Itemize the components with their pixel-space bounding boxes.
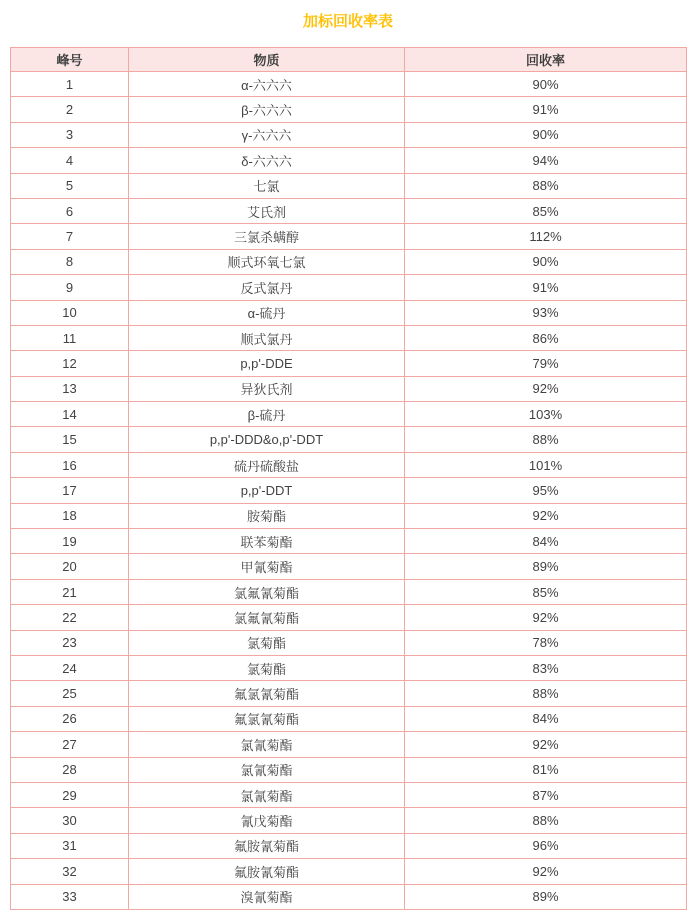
cell-substance: 硫丹硫酸盐 [129,452,405,477]
cell-recovery-rate: 78% [405,630,687,655]
cell-substance: 氟胺氰菊酯 [129,833,405,858]
cell-peak-number: 26 [11,706,129,731]
cell-substance: 氰戊菊酯 [129,808,405,833]
table-row [11,732,687,757]
table-row [11,529,687,554]
cell-recovery-rate: 93% [405,300,687,325]
cell-recovery-rate: 85% [405,198,687,223]
table-body [11,72,687,910]
cell-substance: δ-六六六 [129,148,405,173]
cell-peak-number: 22 [11,605,129,630]
table-row [11,808,687,833]
cell-peak-number: 4 [11,148,129,173]
cell-recovery-rate: 79% [405,351,687,376]
cell-substance: 反式氯丹 [129,275,405,300]
cell-substance: 顺式氯丹 [129,325,405,350]
table-row [11,122,687,147]
cell-peak-number: 17 [11,478,129,503]
cell-peak-number: 10 [11,300,129,325]
cell-substance: p,p'-DDD&o,p'-DDT [129,427,405,452]
cell-substance: 氯菊酯 [129,655,405,680]
cell-recovery-rate: 95% [405,478,687,503]
table-row [11,554,687,579]
cell-peak-number: 11 [11,325,129,350]
table-row [11,148,687,173]
column-header-substance: 物质 [129,48,405,72]
table-row [11,300,687,325]
column-header-recovery-rate: 回收率 [405,48,687,72]
cell-recovery-rate: 90% [405,72,687,97]
cell-peak-number: 33 [11,884,129,909]
table-row [11,249,687,274]
cell-peak-number: 21 [11,579,129,604]
cell-recovery-rate: 83% [405,655,687,680]
cell-substance: 艾氏剂 [129,198,405,223]
cell-recovery-rate: 92% [405,859,687,884]
cell-peak-number: 29 [11,782,129,807]
cell-recovery-rate: 94% [405,148,687,173]
cell-peak-number: 6 [11,198,129,223]
cell-recovery-rate: 85% [405,579,687,604]
cell-recovery-rate: 96% [405,833,687,858]
cell-substance: 七氯 [129,173,405,198]
table-row [11,376,687,401]
table-row [11,402,687,427]
cell-peak-number: 15 [11,427,129,452]
cell-recovery-rate: 89% [405,554,687,579]
table-row [11,275,687,300]
cell-recovery-rate: 90% [405,249,687,274]
cell-recovery-rate: 88% [405,173,687,198]
cell-substance: 联苯菊酯 [129,529,405,554]
cell-peak-number: 16 [11,452,129,477]
cell-substance: β-硫丹 [129,402,405,427]
cell-substance: γ-六六六 [129,122,405,147]
cell-recovery-rate: 89% [405,884,687,909]
cell-recovery-rate: 91% [405,97,687,122]
cell-substance: 氟氯氰菊酯 [129,681,405,706]
cell-substance: 异狄氏剂 [129,376,405,401]
cell-recovery-rate: 92% [405,376,687,401]
cell-peak-number: 13 [11,376,129,401]
table-row [11,884,687,909]
cell-peak-number: 9 [11,275,129,300]
cell-peak-number: 25 [11,681,129,706]
table-row [11,757,687,782]
table-row [11,72,687,97]
cell-peak-number: 14 [11,402,129,427]
cell-peak-number: 5 [11,173,129,198]
cell-peak-number: 2 [11,97,129,122]
cell-recovery-rate: 86% [405,325,687,350]
cell-peak-number: 8 [11,249,129,274]
cell-recovery-rate: 87% [405,782,687,807]
table-row [11,173,687,198]
cell-peak-number: 23 [11,630,129,655]
column-header-peak-number: 峰号 [11,48,129,72]
cell-recovery-rate: 88% [405,808,687,833]
cell-peak-number: 1 [11,72,129,97]
cell-substance: 氟氯氰菊酯 [129,706,405,731]
cell-substance: α-六六六 [129,72,405,97]
cell-peak-number: 7 [11,224,129,249]
cell-substance: 胺菊酯 [129,503,405,528]
table-row [11,198,687,223]
table-row [11,630,687,655]
cell-substance: 氯氰菊酯 [129,757,405,782]
cell-substance: 甲氰菊酯 [129,554,405,579]
cell-substance: 溴氰菊酯 [129,884,405,909]
cell-substance: 氯菊酯 [129,630,405,655]
cell-recovery-rate: 81% [405,757,687,782]
cell-peak-number: 31 [11,833,129,858]
table-row [11,655,687,680]
cell-substance: 氯氰菊酯 [129,732,405,757]
cell-peak-number: 24 [11,655,129,680]
table-row [11,706,687,731]
cell-peak-number: 28 [11,757,129,782]
table-row [11,605,687,630]
cell-substance: 氯氟氰菊酯 [129,579,405,604]
cell-recovery-rate: 88% [405,427,687,452]
cell-peak-number: 32 [11,859,129,884]
cell-peak-number: 3 [11,122,129,147]
cell-peak-number: 30 [11,808,129,833]
recovery-rate-table [10,47,687,910]
cell-peak-number: 20 [11,554,129,579]
cell-recovery-rate: 84% [405,706,687,731]
cell-substance: 顺式环氧七氯 [129,249,405,274]
cell-recovery-rate: 84% [405,529,687,554]
cell-recovery-rate: 88% [405,681,687,706]
cell-recovery-rate: 90% [405,122,687,147]
cell-recovery-rate: 101% [405,452,687,477]
cell-peak-number: 12 [11,351,129,376]
cell-recovery-rate: 103% [405,402,687,427]
cell-recovery-rate: 92% [405,605,687,630]
page-title: 加标回收率表 [302,13,393,30]
cell-substance: p,p'-DDE [129,351,405,376]
cell-substance: 氟胺氰菊酯 [129,859,405,884]
table-row [11,782,687,807]
table-row [11,833,687,858]
cell-substance: α-硫丹 [129,300,405,325]
cell-recovery-rate: 92% [405,732,687,757]
table-row [11,325,687,350]
table-row [11,427,687,452]
table-row [11,97,687,122]
cell-substance: 氯氰菊酯 [129,782,405,807]
table-row [11,579,687,604]
cell-substance: 氯氟氰菊酯 [129,605,405,630]
cell-recovery-rate: 92% [405,503,687,528]
cell-recovery-rate: 91% [405,275,687,300]
table-header-row [11,48,687,72]
table-row [11,478,687,503]
table-row [11,224,687,249]
table-row [11,859,687,884]
cell-peak-number: 18 [11,503,129,528]
cell-recovery-rate: 112% [405,224,687,249]
cell-substance: 三氯杀螨醇 [129,224,405,249]
cell-substance: β-六六六 [129,97,405,122]
cell-substance: p,p'-DDT [129,478,405,503]
table-row [11,351,687,376]
cell-peak-number: 27 [11,732,129,757]
table-row [11,681,687,706]
cell-peak-number: 19 [11,529,129,554]
table-row [11,452,687,477]
table-row [11,503,687,528]
